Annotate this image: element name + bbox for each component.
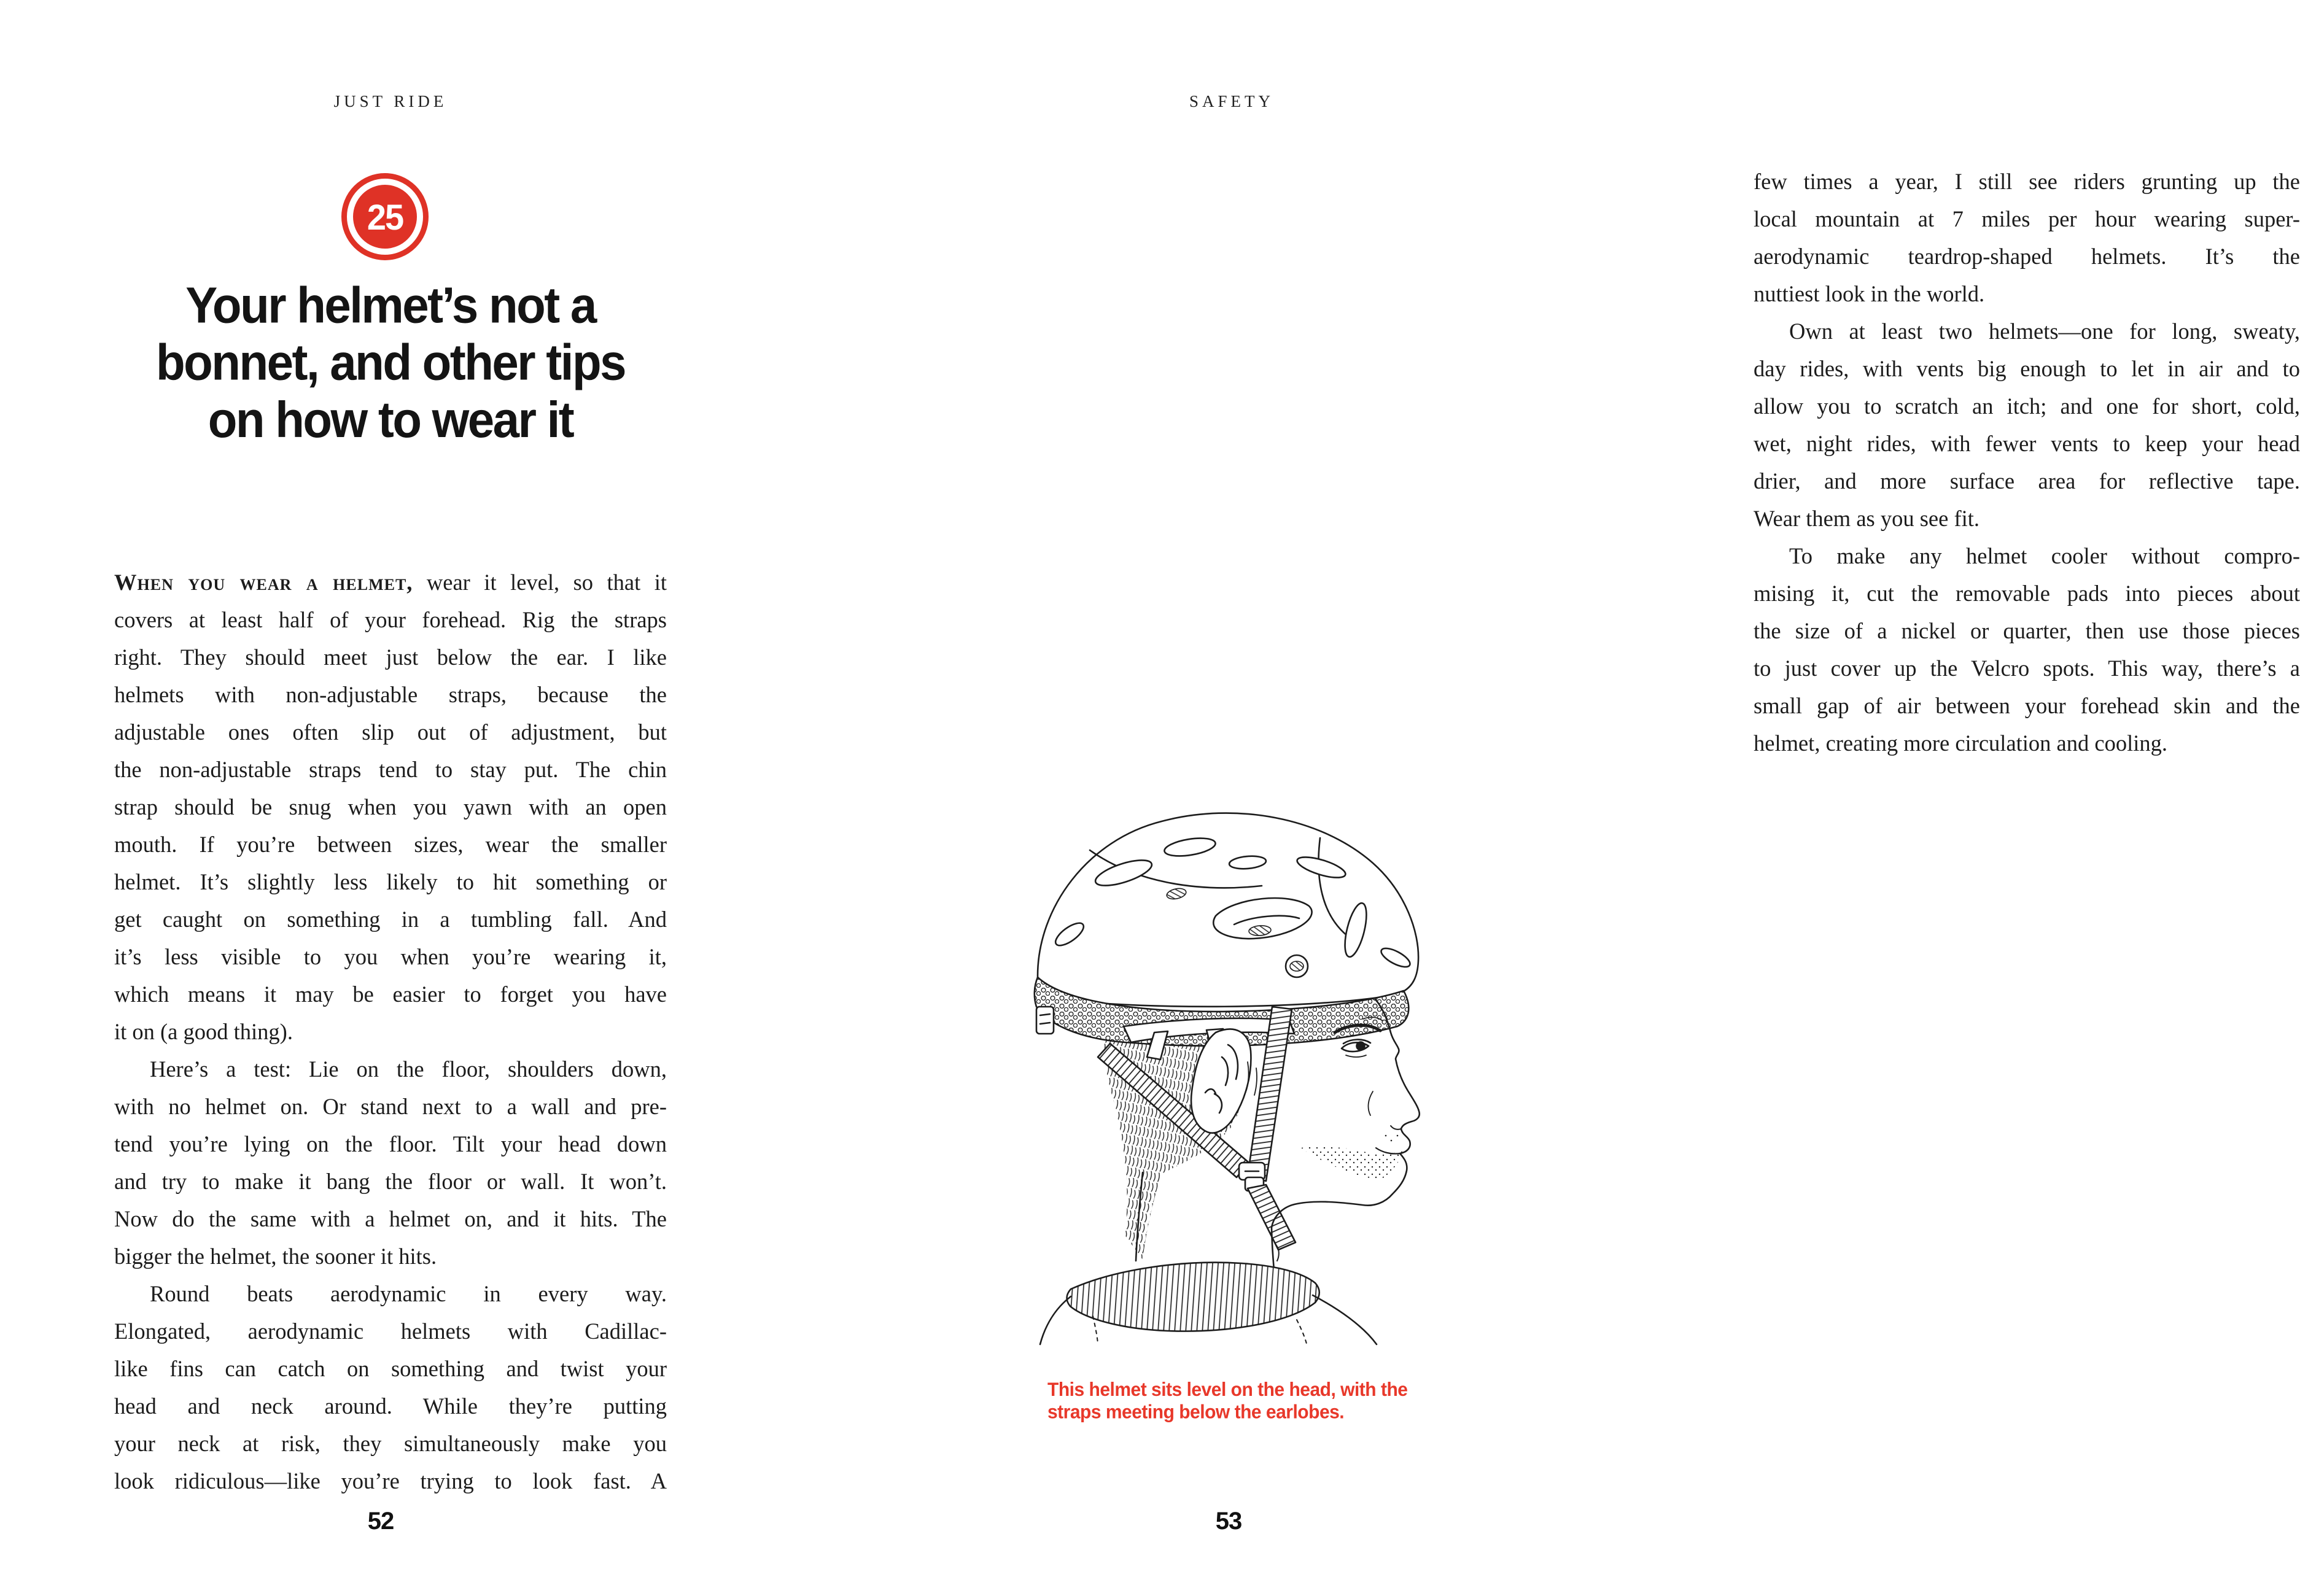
body-line: the size of a nickel or quarter, then use those pieces bbox=[1754, 618, 2300, 643]
body-line: allow you to scratch an itch; and one for short, cold, bbox=[1754, 393, 2300, 419]
body-line: right. They should meet just below the ear. I like bbox=[114, 645, 667, 670]
body-line: wet, night rides, with fewer vents to keep your head bbox=[1754, 431, 2300, 456]
shoulder-right bbox=[1313, 1295, 1377, 1344]
sweater-collar bbox=[1066, 1263, 1319, 1331]
body-line: nuttiest look in the world. bbox=[1754, 281, 1985, 306]
body-line: with no helmet on. Or stand next to a wall and pre- bbox=[114, 1094, 667, 1119]
lead-in-small-caps: When you wear a helmet, bbox=[114, 570, 413, 595]
chapter-title-line: bonnet, and other tips bbox=[156, 333, 625, 391]
helmet-vent bbox=[1286, 955, 1308, 977]
body-text-right bbox=[1754, 163, 2300, 762]
body-line: day rides, with vents big enough to let in air and to bbox=[1754, 356, 2300, 381]
page-right bbox=[798, 0, 2300, 1596]
chapter-title-line: Your helmet’s not a bbox=[185, 276, 596, 334]
chapter-number: 25 bbox=[367, 196, 403, 238]
body-line: Here’s a test: Lie on the floor, shoulders down, bbox=[150, 1056, 667, 1082]
body-line: like fins can catch on something and twist your bbox=[114, 1356, 667, 1381]
chapter-title-line: on how to wear it bbox=[208, 390, 573, 448]
body-line: Elongated, aerodynamic helmets with Cadillac- bbox=[114, 1319, 667, 1344]
body-line: small gap of air between your forehead skin and the bbox=[1754, 693, 2300, 718]
shoulder-left bbox=[1040, 1296, 1071, 1344]
body-line: Round beats aerodynamic in every way. bbox=[150, 1281, 667, 1306]
body-line: get caught on something in a tumbling fall. And bbox=[114, 907, 667, 932]
caption-line: This helmet sits level on the head, with the bbox=[1047, 1379, 1408, 1401]
body-line: When you wear a helmet, wear it level, so that it bbox=[114, 570, 667, 595]
body-line: helmet. It’s slightly less likely to hit something or bbox=[114, 869, 667, 894]
paragraph bbox=[1754, 537, 2300, 762]
body-line: which means it may be easier to forget you have bbox=[114, 982, 667, 1007]
body-line: covers at least half of your forehead. Rig the straps bbox=[114, 607, 667, 632]
body-line: mising it, cut the removable pads into pieces about bbox=[1754, 581, 2300, 606]
paragraph bbox=[114, 1050, 667, 1275]
body-line: mouth. If you’re between sizes, wear the smaller bbox=[114, 832, 667, 857]
page-number-left: 52 bbox=[367, 1508, 394, 1535]
body-line: head and neck around. While they’re putting bbox=[114, 1393, 667, 1419]
body-line: it’s less visible to you when you’re wearing it, bbox=[114, 944, 667, 969]
body-line: aerodynamic teardrop-shaped helmets. It’s the bbox=[1754, 244, 2300, 269]
band-adjuster bbox=[1036, 1007, 1054, 1034]
helmet-illustration-svg bbox=[1032, 804, 1437, 1344]
running-head-left: JUST RIDE bbox=[333, 92, 448, 110]
body-line: few times a year, I still see riders grunting up the bbox=[1754, 169, 2300, 194]
body-line: look ridiculous—like you’re trying to look fast. A bbox=[114, 1468, 667, 1493]
body-line: strap should be snug when you yawn with an open bbox=[114, 794, 667, 819]
illustration-caption bbox=[1047, 1379, 1465, 1424]
stubble bbox=[1300, 1147, 1404, 1180]
body-line: Own at least two helmets—one for long, sweaty, bbox=[1789, 319, 2300, 344]
body-line: and try to make it bang the floor or wall. It won’t. bbox=[114, 1169, 667, 1194]
chapter-title bbox=[96, 276, 685, 448]
body-line: Now do the same with a helmet on, and it hits. The bbox=[114, 1206, 667, 1231]
body-line: to just cover up the Velcro spots. This way, there’s a bbox=[1754, 656, 2300, 681]
body-line: To make any helmet cooler without compro- bbox=[1789, 543, 2300, 568]
body-line: the non-adjustable straps tend to stay put. The chin bbox=[114, 757, 667, 782]
paragraph bbox=[114, 564, 667, 1050]
page-number-right: 53 bbox=[1215, 1508, 1242, 1535]
paragraph bbox=[114, 1275, 667, 1500]
body-line: helmets with non-adjustable straps, because the bbox=[114, 682, 667, 707]
page-left bbox=[0, 0, 798, 1596]
body-line: local mountain at 7 miles per hour wearing super- bbox=[1754, 206, 2300, 231]
body-line: your neck at risk, they simultaneously make you bbox=[114, 1431, 667, 1456]
paragraph bbox=[1754, 312, 2300, 537]
body-line: it on (a good thing). bbox=[114, 1019, 293, 1044]
body-line: helmet, creating more circulation and cooling. bbox=[1754, 730, 2167, 756]
caption-line: straps meeting below the earlobes. bbox=[1047, 1401, 1345, 1423]
body-line: Wear them as you see fit. bbox=[1754, 506, 1980, 531]
body-line: adjustable ones often slip out of adjustment, but bbox=[114, 719, 667, 745]
running-head-right: SAFETY bbox=[1189, 92, 1274, 110]
body-line: drier, and more surface area for reflective tape. bbox=[1754, 468, 2300, 494]
chapter-number-badge bbox=[341, 173, 429, 260]
body-text-left bbox=[114, 564, 667, 1500]
badge-circle bbox=[353, 185, 417, 249]
body-line: bigger the helmet, the sooner it hits. bbox=[114, 1244, 437, 1269]
helmet-illustration bbox=[1032, 804, 1437, 1344]
body-line: tend you’re lying on the floor. Tilt your head down bbox=[114, 1131, 667, 1156]
paragraph bbox=[1754, 163, 2300, 312]
